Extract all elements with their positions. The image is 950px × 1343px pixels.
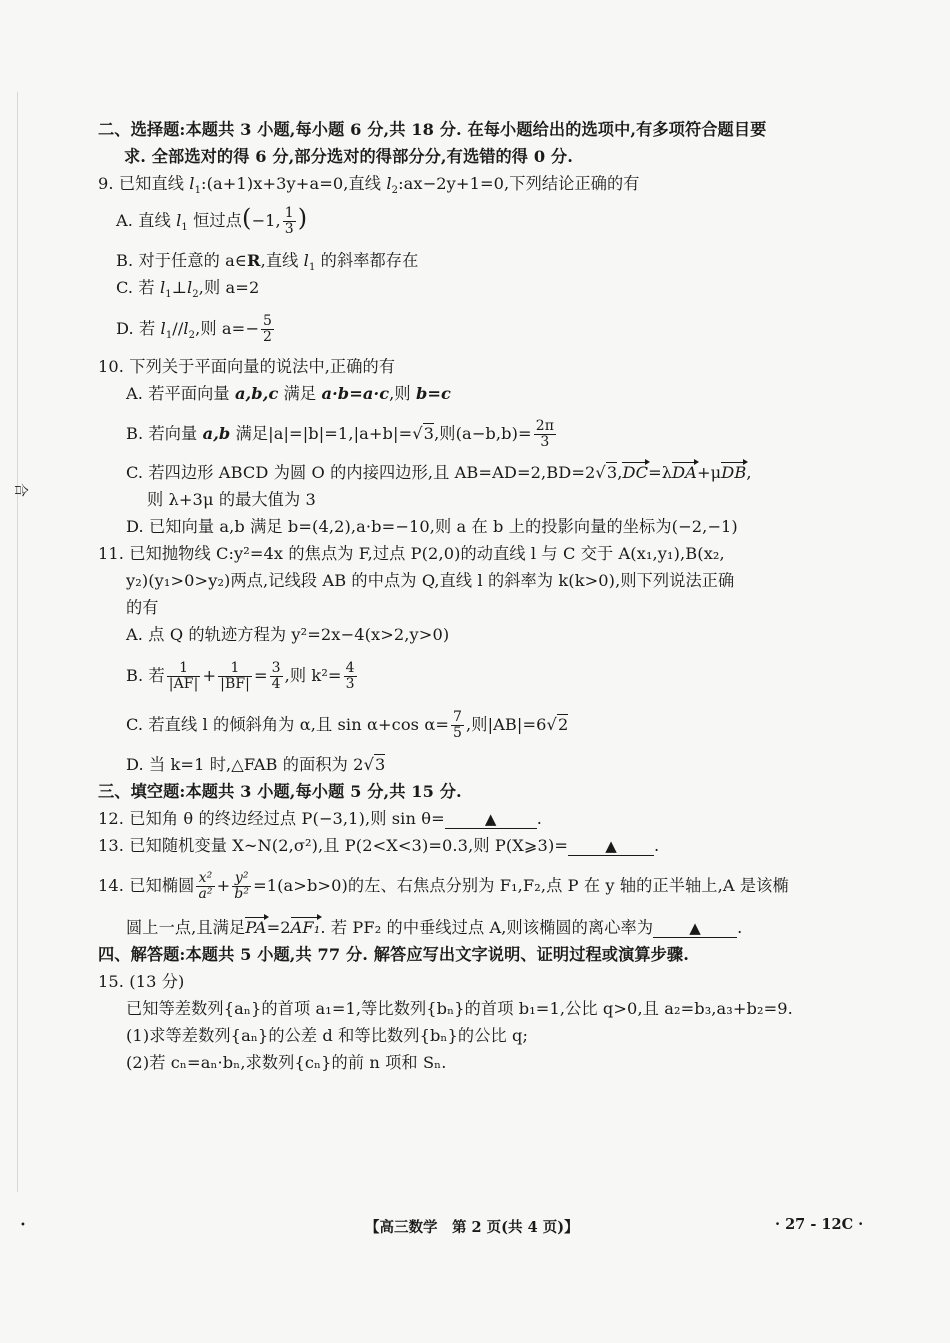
section-2-title: 二、选择题:本题共 3 小题,每小题 6 分,共 18 分. 在每小题给出的选项中,有多项符合题目要: [98, 120, 767, 139]
question-9-option-b: B. 对于任意的 a∈R,直线 $l_1$ 的斜率都存在: [116, 251, 419, 274]
margin-line: [17, 92, 18, 1192]
question-9-option-d: D. 若 $l_1//l_2$,则 a=− $\frac{5}{2}$: [116, 313, 273, 345]
question-15-part-1: (1)求等差数列{aₙ}的公差 d 和等比数列{bₙ}的公比 q;: [126, 1026, 529, 1045]
question-9-option-c: C. 若 $l_1\perp l_2$,则 a=2: [116, 278, 260, 301]
question-10-option-a: A. 若平面向量 a,b,c 满足 a·b=a·c,则 b=c: [126, 384, 451, 403]
question-10-option-b: B. 若向量 a,b 满足|a|=|b|=1,|a+b|=√3,则(a−b,b)= $\frac{2\pi}{3}$: [126, 418, 554, 450]
paper-code: · 27 - 12C ·: [775, 1216, 864, 1233]
question-15-stem: 已知等差数列{aₙ}的首项 a₁=1,等比数列{bₙ}的首项 b₁=1,公比 q>0,且 a₂=b₃,a₃+b₂=9.: [126, 999, 793, 1018]
question-10-option-c: C. 若四边形 ABCD 为圆 O 的内接四边形,且 AB=AD=2,BD=2√3,DC=λDA+μDB,: [126, 461, 752, 485]
question-13: 13. 已知随机变量 X∼N(2,σ²),且 P(2<X<3)=0.3,则 P(X⩾3)= ▲ .: [98, 836, 660, 855]
question-12: 12. 已知角 θ 的终边经过点 P(−3,1),则 sin θ= ▲ .: [98, 809, 542, 828]
question-15-head: 15. (13 分): [98, 972, 185, 991]
question-11-option-a: A. 点 Q 的轨迹方程为 y²=2x−4(x>2,y>0): [126, 625, 450, 644]
question-14-line2: 圆上一点,且满足PA=2AF₁. 若 PF₂ 的中垂线过点 A,则该椭圆的离心率为 ▲ .: [126, 916, 742, 940]
section-3-title: 三、填空题:本题共 3 小题,每小题 5 分,共 15 分.: [98, 782, 462, 801]
section-2-rules: 求. 全部选对的得 6 分,部分选对的得部分分,有选错的得 0 分.: [124, 147, 573, 166]
margin-dot: •: [20, 1220, 26, 1231]
question-10-stem: 10. 下列关于平面向量的说法中,正确的有: [98, 357, 396, 376]
question-11-option-b: B. 若 $\frac{1}{|AF|}$ + $\frac{1}{|BF|}$ = $\frac{3}{4}$ ,则 k²= $\frac{4}{3}$: [126, 660, 355, 692]
question-11-option-d: D. 当 k=1 时,△FAB 的面积为 2√3: [126, 755, 386, 774]
question-15-part-2: (2)若 cₙ=aₙ·bₙ,求数列{cₙ}的前 n 项和 Sₙ.: [126, 1053, 447, 1072]
question-9-option-a: A. 直线 $l_1$ 恒过点(−1, $\frac{1}{3}$ ): [116, 204, 308, 237]
question-11-stem-line2: y₂)(y₁>0>y₂)两点,记线段 AB 的中点为 Q,直线 l 的斜率为 k(k>0),则下列说法正确: [126, 571, 735, 590]
side-character: 合: [12, 483, 28, 497]
question-11-option-c: C. 若直线 l 的倾斜角为 α,且 sin α+cos α= $\frac{7}{5}$ ,则|AB|=6√2: [126, 709, 569, 741]
question-11-stem-line3: 的有: [126, 598, 159, 617]
question-10-option-d: D. 已知向量 a,b 满足 b=(4,2),a·b=−10,则 a 在 b 上的投影向量的坐标为(−2,−1): [126, 517, 738, 536]
question-14-line1: 14. 已知椭圆 $\frac{\text{x²}}{\text{a²}}$ + $\frac{\text{y²}}{\text{b²}}$ =1(a>b>0)的左、右焦点分别为 F₁,F₂,点 P 在 y 轴的正半轴上,A 是该椭: [98, 870, 789, 902]
question-10-option-c-cont: 则 λ+3μ 的最大值为 3: [147, 490, 316, 509]
page-footer: 【高三数学 第 2 页(共 4 页)】: [365, 1219, 579, 1236]
answer-blank-13[interactable]: ▲: [568, 837, 654, 856]
question-11-stem-line1: 11. 已知抛物线 C:y²=4x 的焦点为 F,过点 P(2,0)的动直线 l 与 C 交于 A(x₁,y₁),B(x₂,: [98, 544, 725, 563]
answer-blank-12[interactable]: ▲: [445, 810, 537, 829]
question-9-stem: 9. 已知直线 $l_1:(a+1)x+3y+a=0$,直线 $l_2:ax-2y+1=0$,下列结论正确的有: [98, 174, 640, 197]
section-4-title: 四、解答题:本题共 5 小题,共 77 分. 解答应写出文字说明、证明过程或演算步骤.: [98, 945, 689, 964]
answer-blank-14[interactable]: ▲: [653, 919, 737, 938]
